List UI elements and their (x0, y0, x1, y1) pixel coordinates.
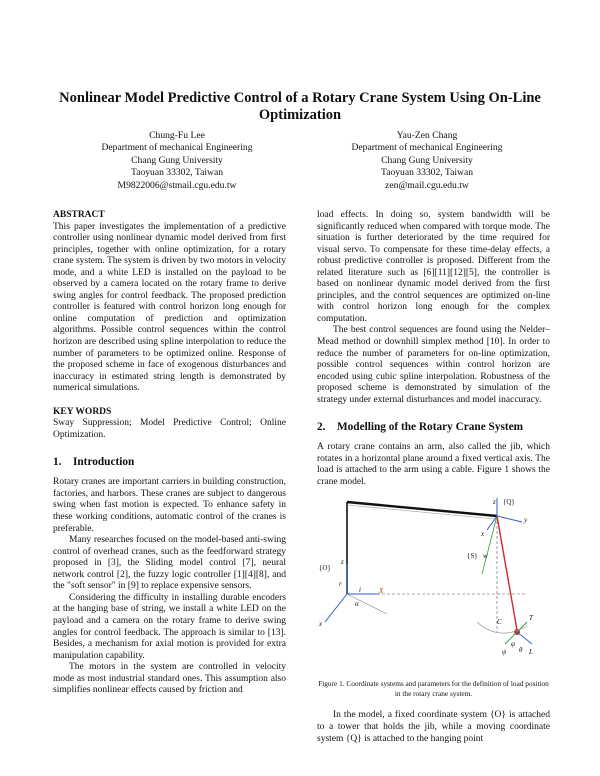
o-frame-label: {O} (319, 564, 331, 573)
alpha-ref-line (347, 594, 387, 614)
author-block-2 (312, 130, 542, 192)
section-number: 2. (317, 421, 326, 434)
intro-paragraph-3: Considering the difficulty in installing durable encoders at the hanging base of string, we install a white LED on the payload and a camera on the rotary frame to derive swing angles for control feedback. The approach is similar to [13]. Besides, a mechanism for axial motion is provided for extra manipulation capability. (53, 592, 286, 661)
intro-paragraph-4: The motors in the system are controlled in velocity mode as most industrial standard ones. This assumption also simplifies nonlinear effects caused by friction and (53, 662, 286, 696)
intro-continued-paragraph: load effects. In doing so, system bandwidth will be significantly reduced when compared with torque mode. The situation is further deteriorated by the time required for visual servo. To compensate for these time-delay effects, a robust predictive controller is proposed. Different from the related literature such as [6][11][12][5], the controller is based on nonlinear dynamic model derived from the first principles, and the control sequences are optimized on-line with control horizon long enough for the complex computation. (317, 210, 550, 324)
section-1-heading (53, 455, 286, 469)
psi-label: ψ (502, 648, 507, 657)
figure-caption: Figure 1. Coordinate systems and parameters for the definition of load position in the rotary crane system. (318, 679, 549, 698)
author-name: Yau-Zen Chang (396, 130, 458, 141)
c-label: C (497, 618, 502, 627)
author-email: M9822006@stmail.cgu.edu.tw (117, 179, 237, 191)
q-frame-label: {Q} (503, 498, 515, 507)
intro-paragraph-2: Many researches focused on the model-based anti-swing control of overhead cranes, such as the feedforward strategy proposed in [3], the Sliding model control [7], neural network control [2], the fuzzy logic controller [1][4][8], and the "soft sensor" in [9] to replace expensive sensors. (53, 535, 286, 592)
cable-line (497, 516, 517, 630)
r-label: r (339, 580, 342, 589)
intro-optimization-paragraph: The best control sequences are found using the Nelder–Mead method or downhill simplex method [10]. In order to reduce the number of parameters for on-line optimization, possible control sequences within control horizon are encoded using cubic spline interpolation. Robustness of the proposed scheme is demonstrated by simulation of the strategy under external disturbances and model inaccuracy. (317, 325, 550, 405)
intro-paragraph-1: Rotary cranes are important carriers in building construction, factories, and harbors. These cranes are subject to dangerous swing when fast motion is expected. To enhance safety in these working conditions, automatic control of the cranes is preferable. (53, 477, 286, 534)
model-paragraph-2: In the model, a fixed coordinate system {O} is attached to a tower that holds the jib, while a moving coordinate system {Q} is attached to the hanging point (317, 710, 550, 744)
alpha-label: α (355, 600, 359, 609)
figure-1 (317, 494, 550, 676)
theta-label: θ (519, 646, 523, 655)
xq-label: x (481, 530, 485, 539)
jib-reference-line (347, 505, 495, 519)
s-frame-label: {S} (467, 552, 478, 561)
x-axis-label: X (379, 587, 384, 596)
xo-label: x (319, 620, 323, 629)
author-dept: Department of mechanical Engineering (101, 142, 253, 154)
author-univ: Chang Gung University (131, 154, 223, 166)
paper-title: Nonlinear Model Predictive Control of a Rotary Crane System Using On-Line Optimization (59, 90, 541, 123)
keywords-text: Sway Suppression; Model Predictive Control; Online Optimization. (53, 418, 286, 440)
l-label: L (529, 648, 533, 657)
author-dept: Department of mechanical Engineering (351, 142, 503, 154)
abstract-heading: ABSTRACT (53, 210, 105, 220)
section-title: Introduction (73, 456, 135, 469)
section-number: 1. (53, 456, 62, 469)
keywords-heading: KEY WORDS (53, 406, 112, 417)
yq-axis-line (497, 516, 522, 522)
phi-label: φ (511, 640, 515, 649)
load-axis-1 (517, 632, 532, 644)
crane-diagram (317, 494, 550, 676)
author-name: Chung-Fu Lee (149, 130, 205, 141)
author-univ: Chang Gung University (381, 154, 473, 166)
t-label: T (529, 614, 533, 623)
author-city: Taoyuan 33302, Taiwan (381, 167, 473, 179)
x-axis-line (325, 594, 347, 622)
i-label: i (359, 586, 361, 595)
section-title: Modelling of the Rotary Crane System (337, 421, 524, 434)
author-block-1 (62, 130, 292, 192)
swing-ref-line (482, 516, 497, 574)
yq-label: y (524, 516, 528, 525)
model-paragraph-1: A rotary crane contains an arm, also called the jib, which rotates in a horizontal plane around a fixed vertical axis. The load is attached to the arm using a cable. Figure 1 shows the crane model. (317, 442, 550, 487)
right-column (317, 210, 550, 745)
abstract-text: This paper investigates the implementation of a predictive controller using nonlinear dynamic model derived from first principles, together with online optimization, for a rotary crane system. The system is driven by two motors in velocity mode, and a white LED is installed on the payload to be observed by a camera located on the rotary frame to derive swing angles for control feedback. The proposed prediction controller is featured with control horizon long enough for online computation of prediction and optimization algorithms. Possible control sequences within the control horizon are described using spline interpolation to reduce the number of parameters to be optimized online. Response of the proposed scheme in face of exogenous disturbances and inaccuracy in estimated string length is demonstrated by numerical simulations. (53, 221, 286, 394)
zq-label: z (493, 498, 496, 507)
author-email: zen@mail.cgu.edu.tw (385, 179, 469, 191)
section-2-heading (317, 420, 550, 434)
jib-arm-line (347, 502, 497, 516)
author-city: Taoyuan 33302, Taiwan (131, 167, 223, 179)
left-column (53, 210, 286, 697)
w-label: w (483, 552, 488, 561)
zo-label: z (341, 558, 344, 567)
